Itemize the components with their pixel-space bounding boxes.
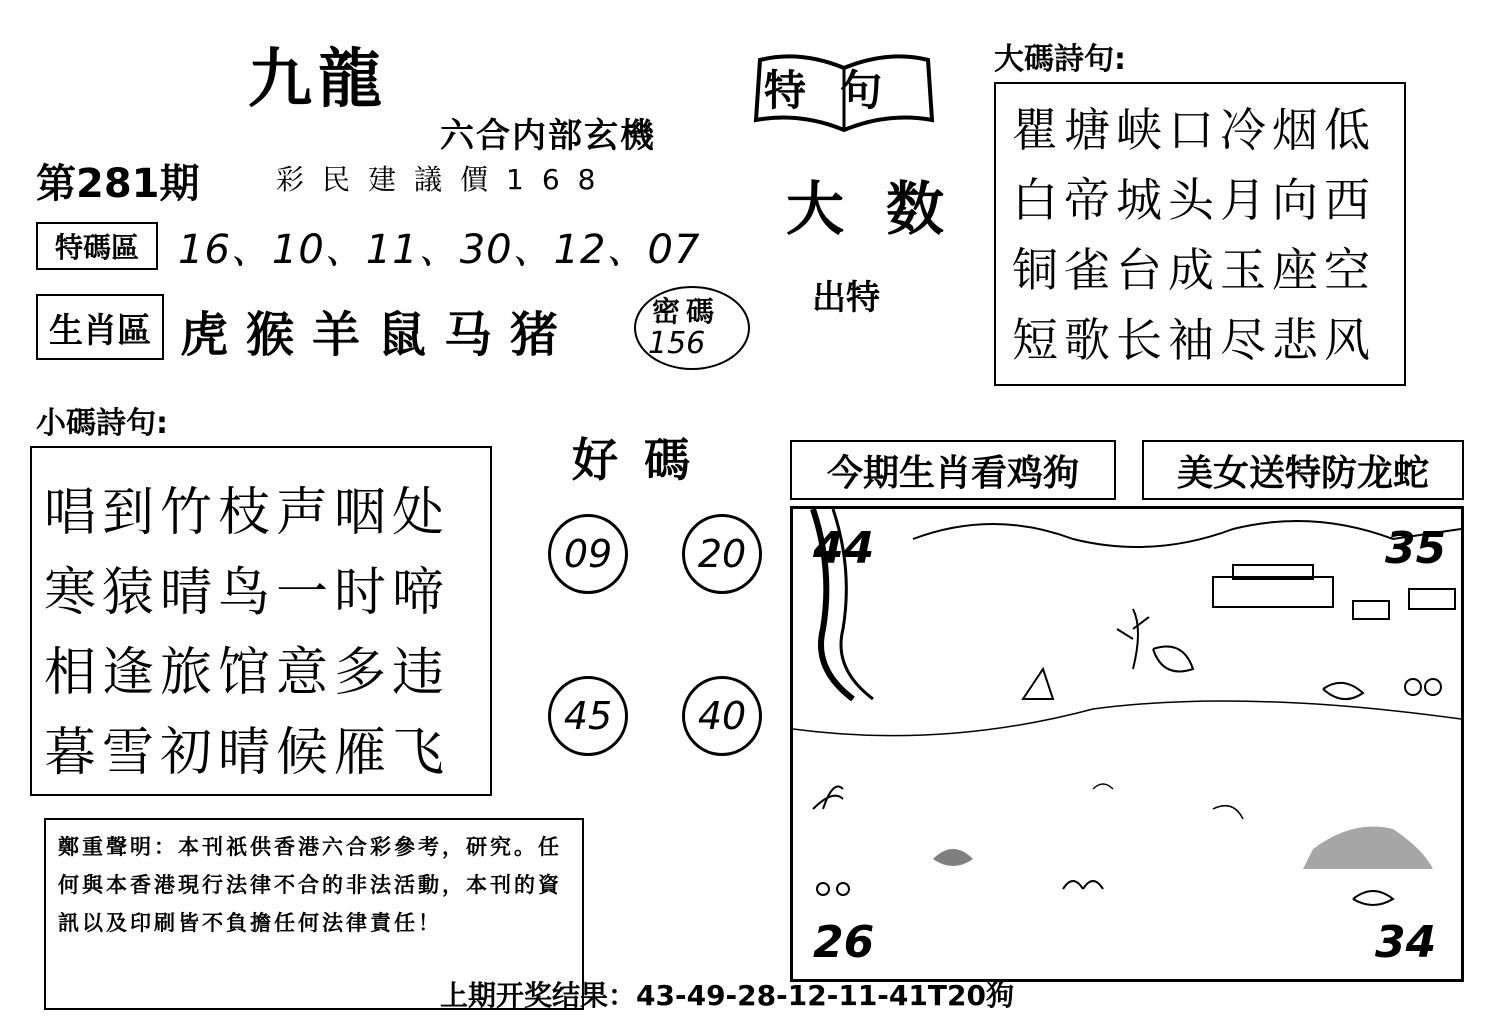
page-title: 九龍 [248, 43, 388, 117]
big-poem-box [994, 82, 1406, 386]
big-poem-title: 大碼詩句: [994, 42, 1126, 77]
hint-left: 今期生肖看鸡狗 [790, 440, 1116, 500]
scene-number-bottom-right: 34 [1375, 917, 1437, 968]
number-ball: 20 [682, 514, 762, 594]
special-subtitle: 出特 [812, 278, 880, 318]
big-number-title: 大数 [786, 175, 987, 243]
issue-number: 第281期 [36, 161, 200, 207]
shengxiao-label: 生肖區 [36, 294, 164, 360]
price-text: 彩民建議價168 [276, 163, 614, 196]
small-poem-line: 唱到竹枝声咽处 [44, 483, 451, 543]
last-draw-result: 上期开奖结果：43-49-28-12-11-41T20狗 [440, 979, 1014, 1012]
small-poem-line: 相逢旅馆意多违 [44, 643, 451, 703]
number-ball: 40 [682, 676, 762, 756]
tema-label: 特碼區 [36, 222, 158, 270]
number-ball: 45 [548, 676, 628, 756]
landscape-drawing [793, 509, 1461, 979]
small-poem-title: 小碼詩句: [36, 406, 168, 441]
big-poem-line: 短歌长袖尽悲风 [1012, 313, 1376, 367]
secret-number: 156 [648, 326, 706, 361]
secret-label: 密碼 [652, 295, 721, 328]
big-poem-line: 铜雀台成玉座空 [1012, 243, 1376, 297]
book-title: 特句 [764, 66, 917, 115]
small-poem-line: 寒猿晴鸟一时啼 [44, 563, 451, 623]
big-poem-line: 瞿塘峡口冷烟低 [1012, 103, 1376, 157]
subtitle: 六合内部玄機 [440, 116, 656, 156]
shengxiao-animals: 虎猴羊鼠马猪 [180, 307, 577, 363]
small-poem-line: 暮雪初晴候雁飞 [44, 723, 451, 783]
tema-numbers: 16、10、11、30、12、07 [178, 227, 701, 273]
big-poem-line: 白帝城头月向西 [1012, 173, 1376, 227]
scene-number-bottom-left: 26 [813, 917, 875, 968]
disclaimer-text: 鄭重聲明：本刊祇供香港六合彩參考，研究。任何與本香港現行法律不合的非法活動，本刊的資訊以及印刷皆不負擔任何法律責任！ [58, 835, 562, 935]
scene-number-top-left: 44 [813, 523, 875, 574]
scene-number-top-right: 35 [1385, 523, 1447, 574]
small-poem-box [30, 446, 492, 796]
number-ball: 09 [548, 514, 628, 594]
good-numbers-title: 好碼 [572, 433, 716, 487]
scene-illustration [790, 506, 1464, 982]
hint-right: 美女送特防龙蛇 [1142, 440, 1464, 500]
